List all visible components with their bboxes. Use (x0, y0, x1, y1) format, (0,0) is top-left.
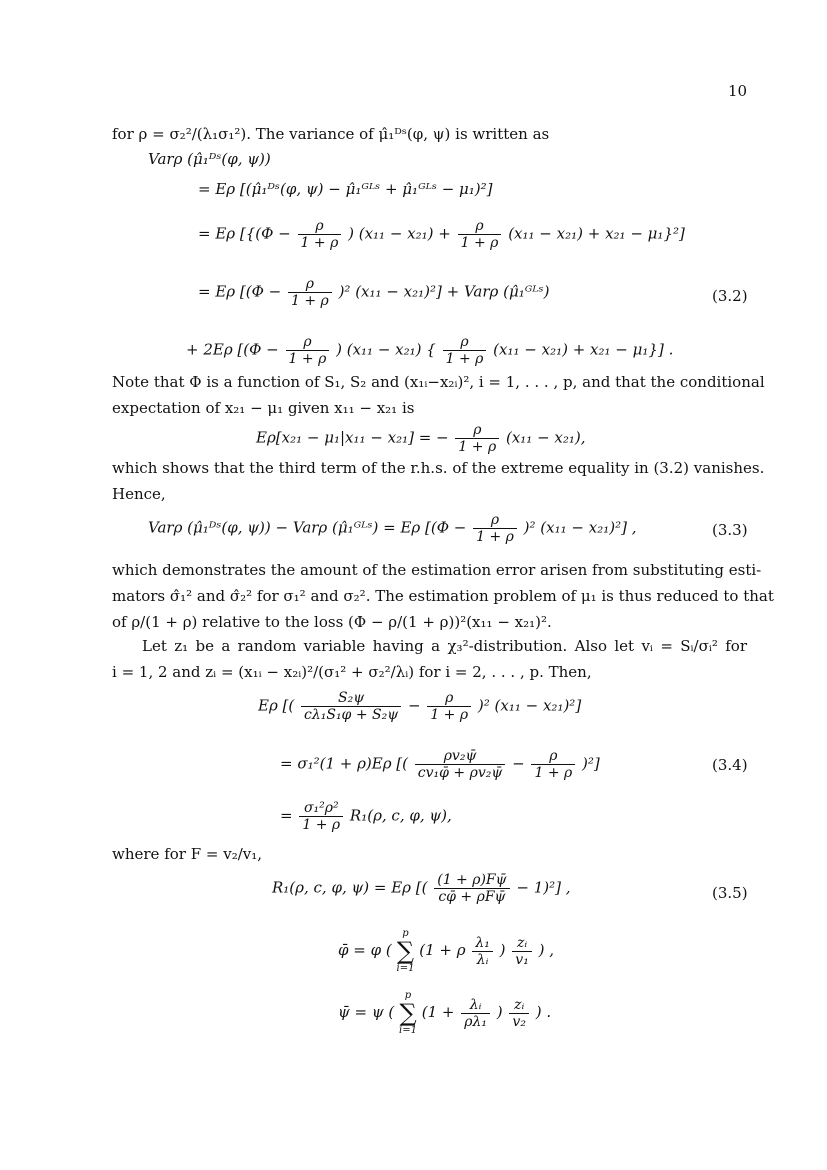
page-number: 10 (728, 82, 748, 100)
eq34-line1: Eρ [( $\frac{\text{S₂ψ}}{\text{cλ₁S₁φ + S₂ψ}}$ − $\frac{\rho}{1 + \rho}$ )² (x₁₁ − x₂₁)²] (258, 690, 582, 723)
eq32-fraction: $\frac{\rho}{1 + \rho}$ (286, 334, 330, 367)
eq-conditional: Eρ[x₂₁ − μ₁|x₁₁ − x₂₁] = − $\frac{\rho}{1 + \rho}$ (x₁₁ − x₂₁), (256, 422, 586, 455)
eq35-psi-bar: ψ̄ = ψ ( p ∑ i=1 (1 + $\frac{\text{λᵢ}}{\text{ρλ₁}}$ ) $\frac{\text{zᵢ}}{\text{v₂}}$ ) . (338, 990, 552, 1036)
equation-3-3: Varρ (μ̂₁ᴰˢ(φ, ψ)) − Varρ (μ̂₁ᴳᴸˢ) = Eρ [(Φ − $\frac{\rho}{1 + \rho}$ )² (x₁₁ − x₂₁)²] , (148, 512, 637, 545)
eq32-line1: Varρ (μ̂₁ᴰˢ(φ, ψ)) (148, 150, 271, 168)
eq34-line3: = $\frac{\text{σ₁²ρ²}}{1 + \rho}$ R₁(ρ, c, φ, ψ), (280, 800, 452, 833)
para2-line2: Hence, (112, 485, 166, 503)
eq34-line2: = σ₁²(1 + ρ)Eρ [( $\frac{\text{ρv₂ψ̄}}{\text{cv₁φ̄ + ρv₂ψ̄}}$ − $\frac{\rho}{1 + \rho}$ )²] (280, 748, 600, 781)
para4-line1: Let z₁ be a random variable having a χ₃²-distribution. Also let vᵢ = Sᵢ/σᵢ² for (142, 637, 747, 655)
eq35-phi-bar: φ̄ = φ ( p ∑ i=1 (1 + ρ $\frac{\text{λ₁}}{\text{λᵢ}}$ ) $\frac{\text{zᵢ}}{\text{v₁}}$ ) , (338, 928, 554, 974)
para3-line3: of ρ/(1 + ρ) relative to the loss (Φ − ρ/(1 + ρ))²(x₁₁ − x₂₁)². (112, 613, 552, 631)
eq32-tag: (3.2) (712, 287, 748, 305)
eq32-line5: + 2Eρ [(Φ − $\frac{\rho}{1 + \rho}$ ) (x₁₁ − x₂₁) { $\frac{\rho}{1 + \rho}$ (x₁₁ − x₂₁) + x₂₁ − μ₁}] . (186, 334, 674, 367)
eq32-fraction: $\frac{\rho}{1 + \rho}$ (288, 276, 332, 309)
eq32-fraction: $\frac{\rho}{1 + \rho}$ (298, 218, 342, 251)
para1-line1: Note that Φ is a function of S₁, S₂ and (x₁ᵢ−x₂ᵢ)², i = 1, . . . , p, and that the conditional (112, 373, 765, 391)
eq32-fraction: $\frac{\rho}{1 + \rho}$ (443, 334, 487, 367)
eq32-line4: = Eρ [(Φ − $\frac{\rho}{1 + \rho}$ )² (x₁₁ − x₂₁)²] + Varρ (μ̂₁ᴳᴸˢ) (198, 276, 550, 309)
eq33-tag: (3.3) (712, 521, 748, 539)
eq35-line1: R₁(ρ, c, φ, ψ) = Eρ [( $\frac{(1 + \rho)F\psī}{\text{cφ̄ + ρFψ̄}}$ − 1)²] , (272, 872, 571, 905)
para4-line2: i = 1, 2 and zᵢ = (x₁ᵢ − x₂ᵢ)²/(σ₁² + σ₂²/λᵢ) for i = 2, . . . , p. Then, (112, 663, 592, 681)
where-line: where for F = v₂/v₁, (112, 845, 263, 863)
para2-line1: which shows that the third term of the r.h.s. of the extreme equality in (3.2) vanishes. (112, 459, 765, 477)
para3-line2: mators σ̂₁² and σ̂₂² for σ₁² and σ₂². The estimation problem of μ₁ is thus reduced to that (112, 587, 774, 605)
eq32-fraction: $\frac{\rho}{1 + \rho}$ (458, 218, 502, 251)
intro-line: for ρ = σ₂²/(λ₁σ₁²). The variance of μ̂₁ᴰˢ(φ, ψ) is written as (112, 125, 550, 143)
para1-line2: expectation of x₂₁ − μ₁ given x₁₁ − x₂₁ is (112, 399, 415, 417)
eq35-tag: (3.5) (712, 884, 748, 902)
para3-line1: which demonstrates the amount of the estimation error arisen from substituting esti- (112, 561, 762, 579)
eq34-tag: (3.4) (712, 756, 748, 774)
summation-symbol: p ∑ i=1 (399, 990, 417, 1036)
eq32-line3: = Eρ [{(Φ − $\frac{\rho}{1 + \rho}$ ) (x₁₁ − x₂₁) + $\frac{\rho}{1 + \rho}$ (x₁₁ − x₂₁) + x₂₁ − μ₁}²] (198, 218, 685, 251)
summation-symbol: p ∑ i=1 (396, 928, 415, 974)
eq32-line2: = Eρ [(μ̂₁ᴰˢ(φ, ψ) − μ̂₁ᴳᴸˢ + μ̂₁ᴳᴸˢ − μ₁)²] (198, 180, 493, 198)
